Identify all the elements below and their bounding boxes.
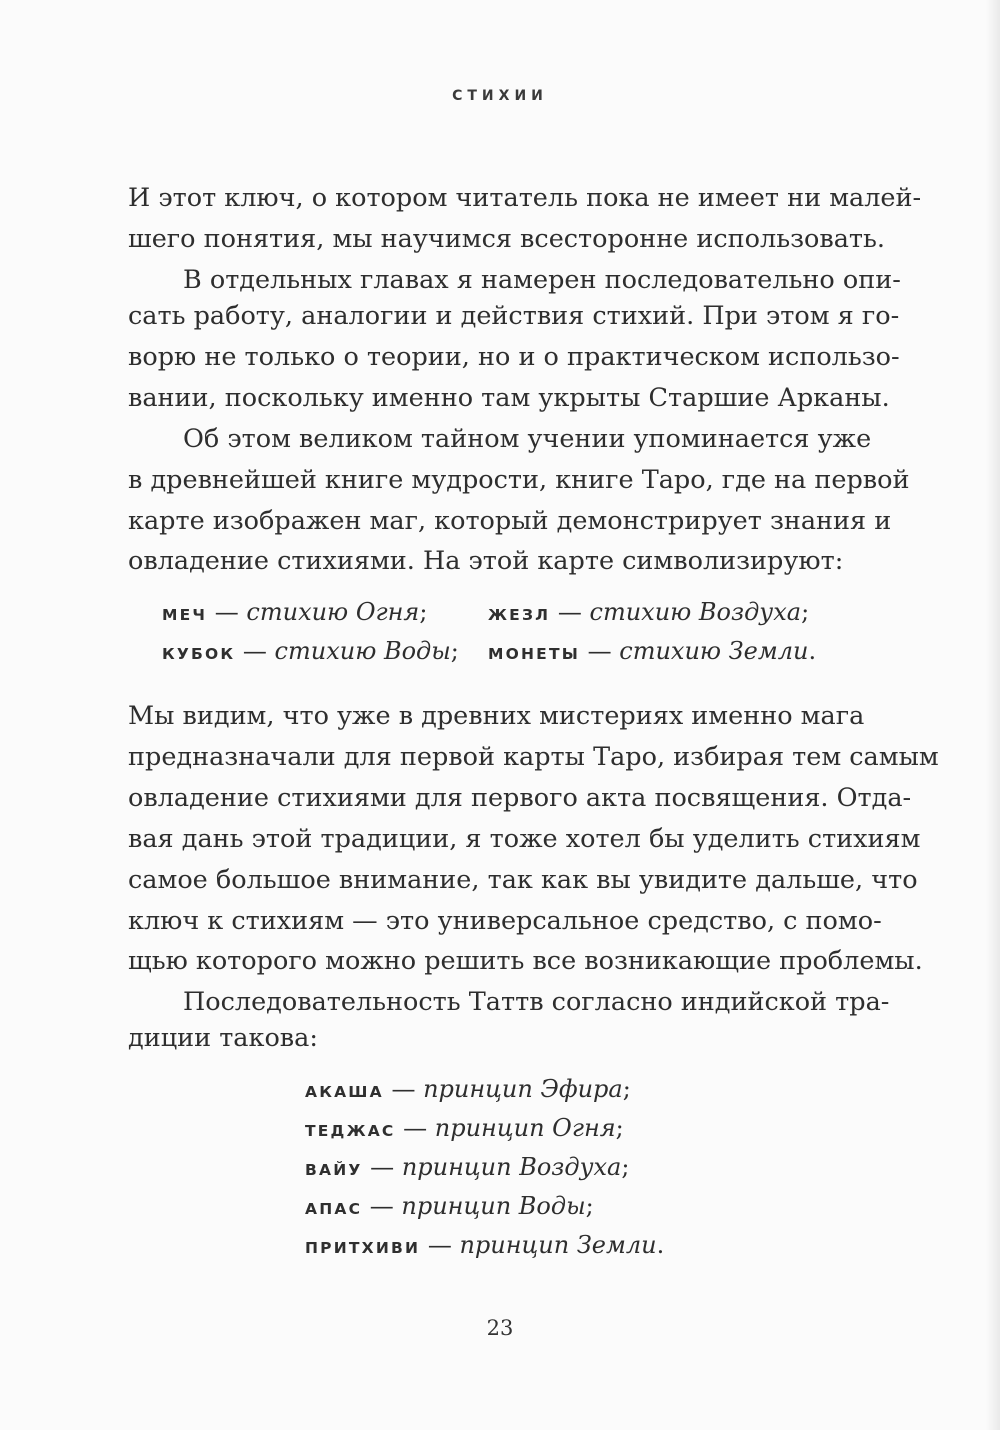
tattva-item [305, 1191, 594, 1225]
dash: — [383, 1075, 424, 1103]
tattva-meaning: принцип Воды [401, 1192, 586, 1220]
page-number: 23 [486, 1316, 514, 1340]
paragraph-line: вая дань этой традиции, я тоже хотел бы уделить стихиям [128, 824, 921, 854]
dash: — [362, 1192, 402, 1220]
tattva-meaning: принцип Воздуха [401, 1153, 622, 1181]
tarot-symbol-item [488, 636, 816, 670]
dash: — [395, 1114, 435, 1142]
page-edge-shadow [986, 0, 1000, 1430]
punctuation: ; [585, 1192, 594, 1220]
tarot-symbol-meaning: стихию Огня [246, 598, 420, 626]
tattva-term: ТЕДЖАС [305, 1122, 396, 1140]
tattva-meaning: принцип Земли [459, 1231, 657, 1259]
tarot-symbol-term: МОНЕТЫ [488, 645, 580, 663]
paragraph-line: самое большое внимание, так как вы увидите дальше, что [128, 865, 918, 895]
punctuation: . [656, 1231, 665, 1259]
tarot-symbol-meaning: стихию Земли [619, 637, 809, 665]
tarot-symbol-item [162, 636, 459, 670]
dash: — [580, 637, 620, 665]
tarot-symbol-item [162, 597, 427, 631]
paragraph-line: И этот ключ, о котором читатель пока не имеет ни малей- [128, 183, 922, 213]
paragraph-line: предназначали для первой карты Таро, избирая тем самым [128, 742, 939, 772]
punctuation: ; [450, 637, 459, 665]
tarot-symbol-term: МЕЧ [162, 606, 208, 624]
dash: — [362, 1153, 402, 1181]
paragraph-line: вании, поскольку именно там укрыты Старшие Арканы. [128, 383, 890, 413]
paragraph-line: шего понятия, мы научимся всесторонне использовать. [128, 224, 886, 254]
tarot-symbol-meaning: стихию Воды [274, 637, 451, 665]
paragraph-line: ворю не только о теории, но и о практическом использо- [128, 342, 900, 372]
paragraph-line: овладение стихиями для первого акта посвящения. Отда- [128, 783, 912, 813]
paragraph-line: ключ к стихиям — это универсальное средство, с помо- [128, 906, 882, 936]
tattva-term: АКАША [305, 1083, 384, 1101]
dash: — [235, 637, 275, 665]
running-head: СТИХИИ [452, 88, 548, 104]
tattva-item [305, 1113, 624, 1147]
tattva-meaning: принцип Огня [434, 1114, 616, 1142]
punctuation: ; [801, 598, 810, 626]
paragraph-line: в древнейшей книге мудрости, книге Таро, где на первой [128, 465, 910, 495]
paragraph-line: овладение стихиями. На этой карте символизируют: [128, 546, 844, 576]
dash: — [550, 598, 590, 626]
paragraph-line: карте изображен маг, который демонстрирует знания и [128, 506, 892, 536]
tattva-item [305, 1152, 629, 1186]
paragraph-line: В отдельных главах я намерен последовательно опи- [183, 265, 901, 295]
punctuation: ; [622, 1075, 631, 1103]
paragraph-line: Об этом великом тайном учении упоминается уже [183, 424, 872, 454]
punctuation: ; [621, 1153, 630, 1181]
punctuation: . [808, 637, 817, 665]
paragraph-line: диции такова: [128, 1023, 318, 1053]
tarot-symbol-term: КУБОК [162, 645, 236, 663]
tarot-symbol-meaning: стихию Воздуха [589, 598, 802, 626]
paragraph-line: сать работу, аналогии и действия стихий. При этом я го- [128, 301, 900, 331]
tarot-symbol-term: ЖЕЗЛ [488, 606, 551, 624]
dash: — [207, 598, 247, 626]
dash: — [420, 1231, 460, 1259]
tattva-meaning: принцип Эфира [423, 1075, 623, 1103]
tarot-symbol-item [488, 597, 809, 631]
tattva-term: ПРИТХИВИ [305, 1239, 421, 1257]
paragraph-line: Последовательность Таттв согласно индийской тра- [183, 987, 890, 1017]
tattva-term: АПАС [305, 1200, 363, 1218]
punctuation: ; [419, 598, 428, 626]
paragraph-line: щью которого можно решить все возникающие проблемы. [128, 946, 923, 976]
tattva-item [305, 1230, 664, 1264]
punctuation: ; [615, 1114, 624, 1142]
paragraph-line: Мы видим, что уже в древних мистериях именно мага [128, 701, 865, 731]
tattva-term: ВАЙУ [305, 1161, 363, 1179]
tattva-item [305, 1074, 631, 1108]
